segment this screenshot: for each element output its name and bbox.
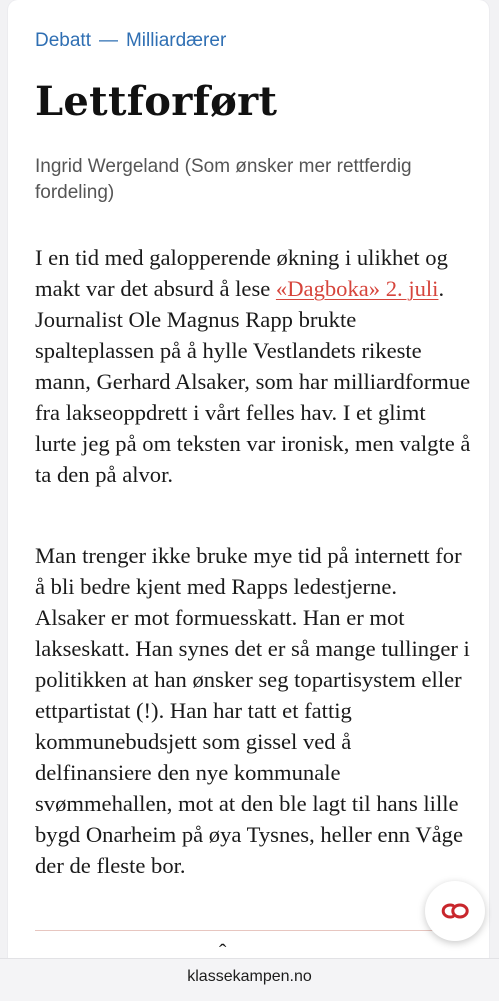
floating-action-button[interactable] xyxy=(425,881,485,941)
breadcrumb-section-link[interactable]: Debatt xyxy=(35,30,91,51)
cropped-heading-glyph: ˆ xyxy=(219,939,227,958)
breadcrumb xyxy=(35,30,226,52)
article-card xyxy=(8,0,489,958)
paragraph-1-text-end: . Journalist Ole Magnus Rapp brukte spalteplassen på å hylle Vestlandets rikeste mann, Gerhard Alsaker, som har milliardformue fra lakseoppdrett i vårt felles hav. I et glimt lurte jeg på om teksten var ironisk, men valgte å ta den på alvor. xyxy=(35,276,471,487)
dagboka-link[interactable]: «Dagboka» 2. juli xyxy=(275,276,439,301)
article-title: Lettforført xyxy=(35,78,278,125)
breadcrumb-separator: — xyxy=(98,30,118,51)
article-byline: Ingrid Wergeland (Som ønsker mer rettferdig fordeling) xyxy=(35,156,412,203)
paragraph-1-text-start: I en tid med galopperende økning i ulikhet og makt var det absurd å lese xyxy=(35,245,448,301)
classic-kampen-logo-icon xyxy=(439,901,471,921)
article-paragraph-2: Man trenger ikke bruke mye tid på internett for å bli bedre kjent med Rapps ledestjerne. Alsaker er mot formuesskatt. Han er mot lakseskatt. Han synes det er så mange tullinger i politikken at han ønsker seg topartisystem eller ettpartistat (!). Han har tatt et fattig kommunebudsjett som gissel ved å delfinansiere den nye kommunale svømmehallen, mot at den ble lagt til hans lille bygd Onarheim på øya Tysnes, heller enn Våge der de fleste bor. xyxy=(35,543,470,878)
article-paragraph-1 xyxy=(35,242,471,490)
breadcrumb-topic-link[interactable]: Milliardærer xyxy=(125,30,227,51)
section-divider xyxy=(35,930,462,931)
url-text[interactable]: klassekampen.no xyxy=(187,968,312,985)
browser-address-bar[interactable] xyxy=(0,958,499,1001)
